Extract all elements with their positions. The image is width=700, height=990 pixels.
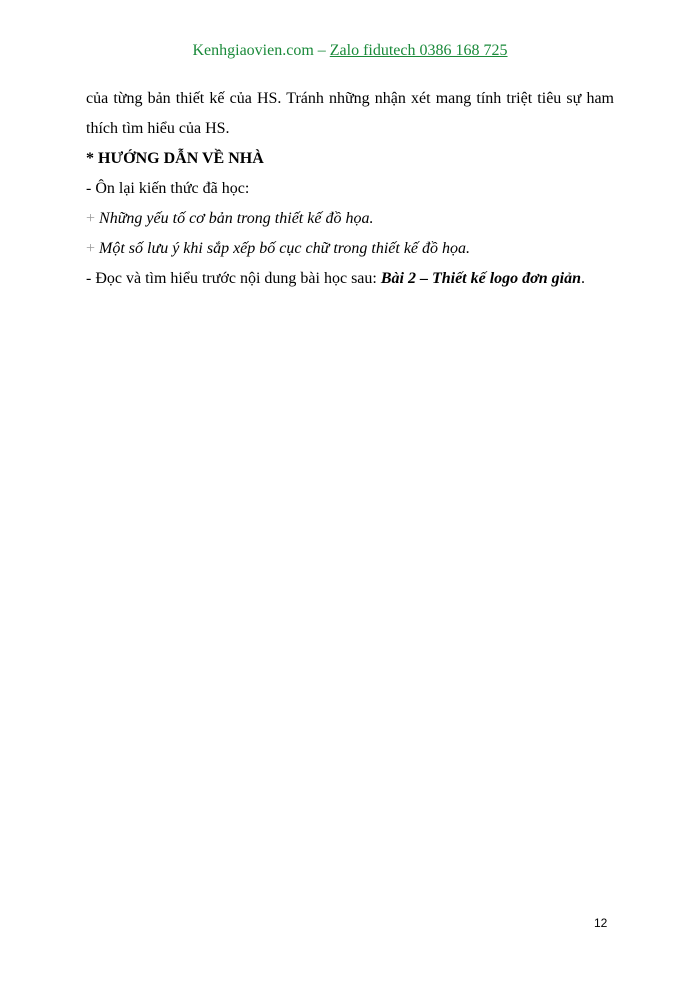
page-header	[0, 42, 700, 60]
next-lesson-prefix: - Đọc và tìm hiểu trước nội dung bài học sau:	[86, 270, 381, 287]
next-lesson-title: Bài 2 – Thiết kế logo đơn giản	[380, 270, 581, 287]
sub-item-text: Những yếu tố cơ bản trong thiết kế đồ họa.	[95, 210, 374, 227]
list-item-review: - Ôn lại kiến thức đã học:	[86, 180, 250, 197]
site-name: Kenhgiaovien.com	[192, 42, 314, 59]
sub-item-text: Một số lưu ý khi sắp xếp bố cục chữ trong thiết kế đồ họa.	[95, 240, 471, 257]
bullet-plus: +	[86, 240, 96, 257]
paragraph-line-1: của từng bản thiết kế của HS. Tránh những nhận xét mang tính triệt tiêu sự ham	[86, 90, 614, 107]
sub-item-basic-elements	[86, 204, 614, 234]
header-separator: –	[313, 42, 330, 59]
page-number: 12	[594, 916, 608, 930]
next-lesson-suffix: .	[581, 270, 585, 287]
sub-item-layout-notes	[86, 234, 614, 264]
bullet-plus: +	[86, 210, 96, 227]
paragraph-line-2: thích tìm hiểu của HS.	[86, 120, 230, 137]
list-item-next-lesson	[86, 264, 614, 294]
section-heading: * HƯỚNG DẪN VỀ NHÀ	[86, 150, 264, 167]
page-content	[86, 84, 614, 294]
zalo-contact-link[interactable]: Zalo fidutech 0386 168 725	[329, 42, 508, 59]
